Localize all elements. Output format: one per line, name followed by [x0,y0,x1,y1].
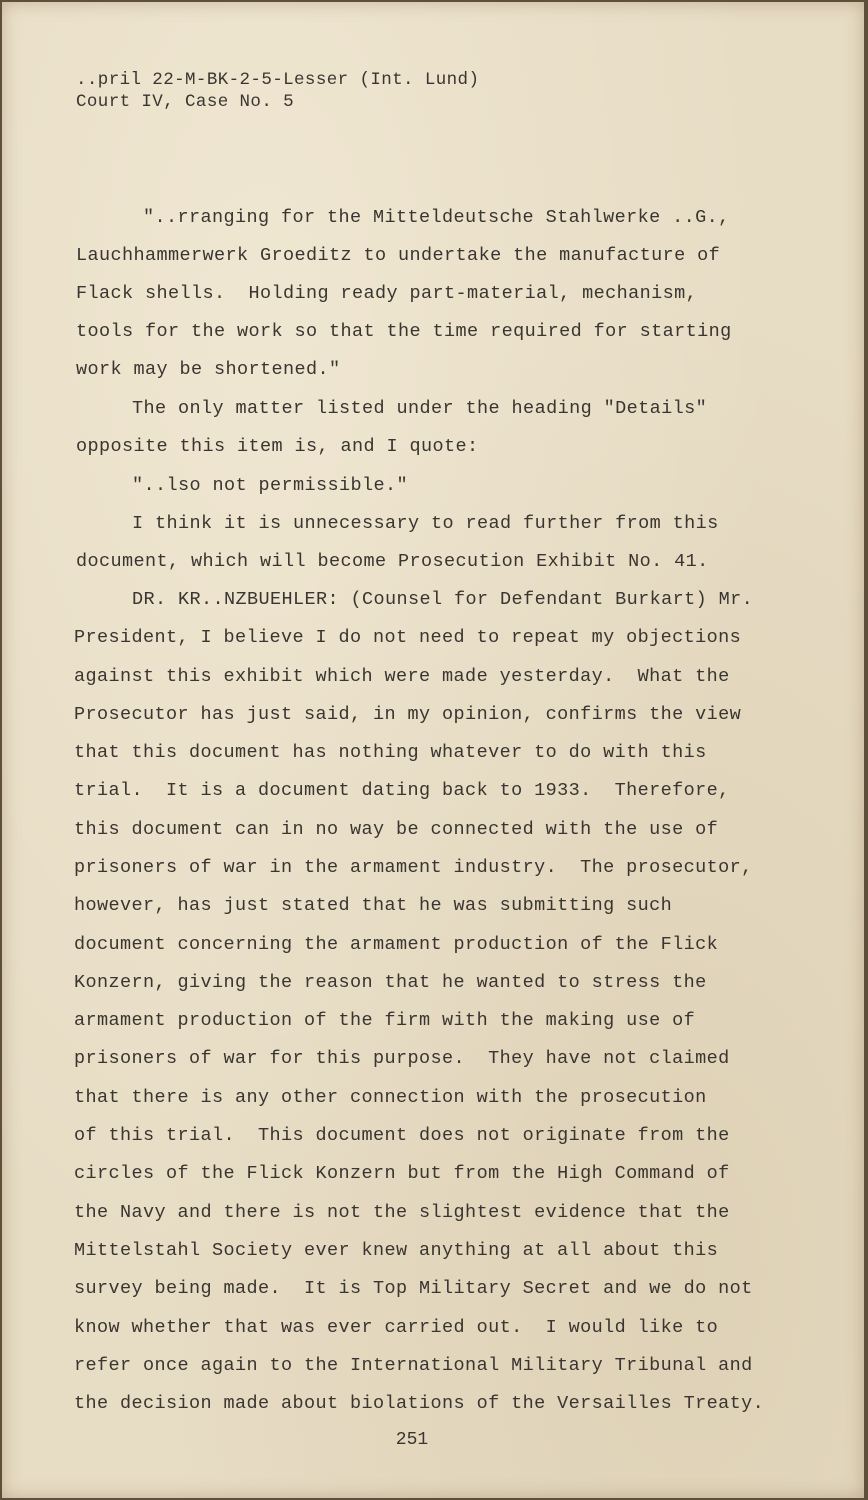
text-line: circles of the Flick Konzern but from the High Command of [74,1163,730,1184]
text-line: "..lso not permissible." [132,475,409,496]
text-line: however, has just stated that he was submitting such [74,895,673,916]
text-line: against this exhibit which were made yesterday. What the [74,666,730,687]
text-line: know whether that was ever carried out. I would like to [74,1317,719,1338]
text-line: Lauchhammerwerk Groeditz to undertake the manufacture of [76,245,721,266]
text-line: prisoners of war in the armament industry. The prosecutor, [74,857,753,878]
header-reference-line: ..pril 22-M-BK-2-5-Lesser (Int. Lund) [76,70,480,90]
text-line: tools for the work so that the time required for starting [76,321,732,342]
text-line: this document can in no way be connected with the use of [74,819,719,840]
text-line: "..rranging for the Mitteldeutsche Stahlwerke ..G., [143,207,730,228]
text-line: document concerning the armament production of the Flick [74,934,719,955]
text-line: prisoners of war for this purpose. They have not claimed [74,1048,730,1069]
text-line: DR. KR..NZBUEHLER: (Counsel for Defendant Burkart) Mr. [132,589,754,610]
header-court-line: Court IV, Case No. 5 [76,92,295,112]
text-line: Mittelstahl Society ever knew anything at all about this [74,1240,719,1261]
text-line: Konzern, giving the reason that he wanted to stress the [74,972,707,993]
text-line: of this trial. This document does not originate from the [74,1125,730,1146]
text-line: that there is any other connection with the prosecution [74,1087,707,1108]
page-number: 251 [395,1430,429,1450]
text-line: The only matter listed under the heading "Details" [132,398,708,419]
text-line: I think it is unnecessary to read further from this [132,513,719,534]
text-line: opposite this item is, and I quote: [76,436,479,457]
text-line: refer once again to the International Military Tribunal and [74,1355,753,1376]
text-line: the Navy and there is not the slightest evidence that the [74,1202,730,1223]
text-line: that this document has nothing whatever to do with this [74,742,707,763]
text-line: work may be shortened." [76,359,341,380]
document-page [2,2,864,1498]
text-line: survey being made. It is Top Military Secret and we do not [74,1278,753,1299]
text-line: President, I believe I do not need to repeat my objections [74,627,742,648]
text-line: armament production of the firm with the making use of [74,1010,696,1031]
text-line: document, which will become Prosecution Exhibit No. 41. [76,551,709,572]
text-line: Prosecutor has just said, in my opinion, confirms the view [74,704,742,725]
text-line: Flack shells. Holding ready part-material, mechanism, [76,283,698,304]
text-line: the decision made about biolations of the Versailles Treaty. [74,1393,765,1414]
text-line: trial. It is a document dating back to 1933. Therefore, [74,780,730,801]
